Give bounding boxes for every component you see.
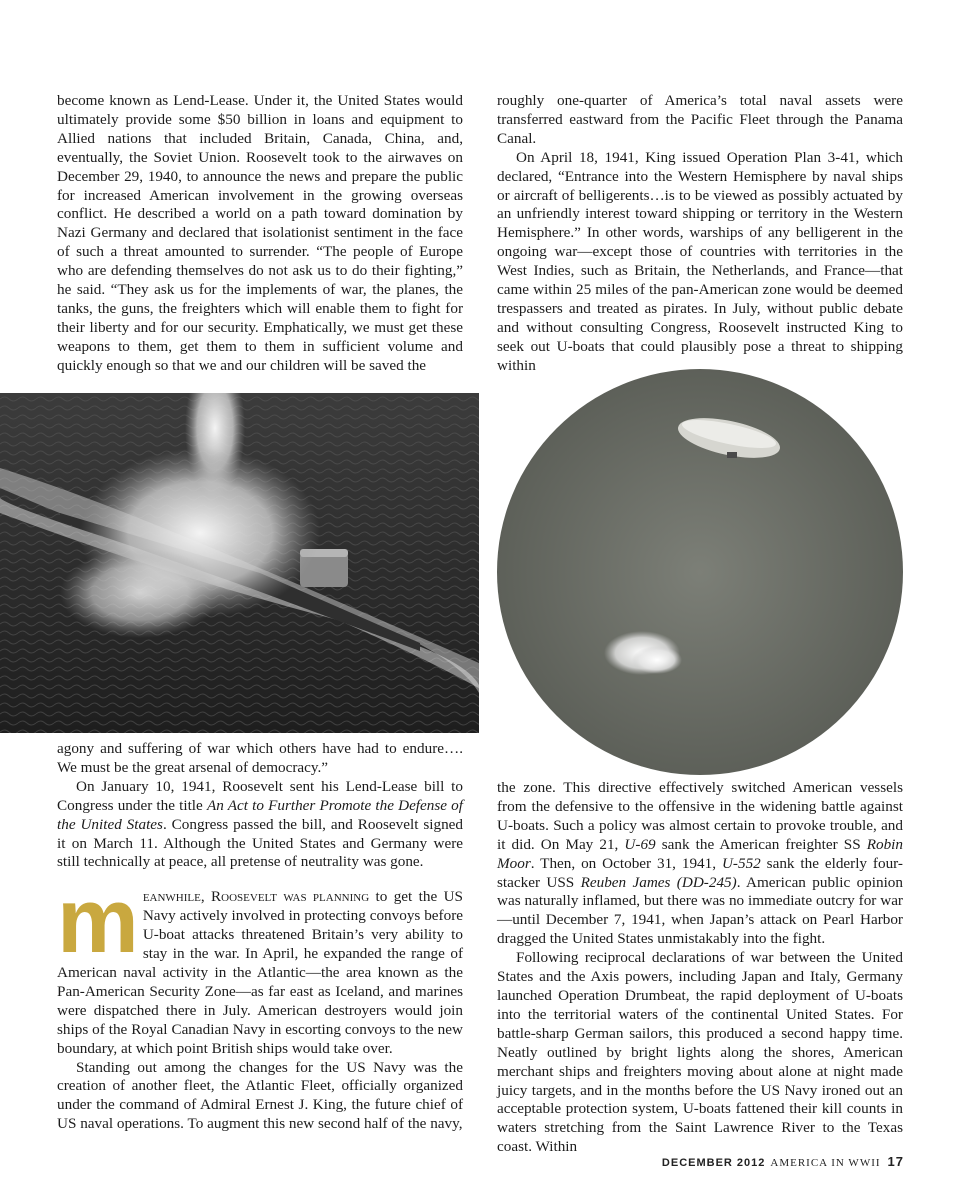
issue-date: DECEMBER 2012 [661,1157,766,1169]
column-1-top [57,92,463,376]
column-1-bottom [57,740,463,1134]
paragraph: agony and suffering of war which others have had to endure…. We must be the great arsenal of democracy.” [57,740,463,776]
column-2-top [497,92,903,376]
text-run: to get the US Navy actively involved in protecting convoys before U-boat attacks threatened Britain’s very ability to stay in the war. In April, he expanded the range of American naval activity in the Atlantic—the area known as the Pan-American Security Zone—as far east as Iceland, and marines were dispatched there in July. American destroyers would join ships of the Royal Canadian Navy in escorting convoys to the new boundary, at which point British ships would take over. [57,888,463,1057]
bill-title: An Act to Further Promote the Defense of the United States [57,796,463,833]
text-run: On January 10, 1941, Roosevelt sent his Lend-Lease bill to Congress under the title [57,777,463,814]
text-run: . American public opinion was naturally inflamed, but there was no immediate outcry for war—until December 7, 1941, when Japan’s attack on Pearl Harbor dragged the United States unmistakably into the fight. [497,873,903,948]
ship-name: Robin Moor [497,835,903,872]
uboat-depth-charge-photo [0,393,479,733]
uboat-photo-image [0,393,479,733]
blimp-photo-image [497,368,903,776]
paragraph: become known as Lend-Lease. Under it, the United States would ultimately provide some $50 billion in loans and equipment to Allied nations that included Britain, Canada, China, and, eventually, the Soviet Union. Roosevelt took to the airwaves on December 29, 1940, to announce the news and prepare the public for increased American involvement in the growing overseas conflict. He described a world on a path toward domination by Nazi Germany and declared that isolationist sentiment in the face of such a threat amounted to surrender. “The people of Europe who are defending themselves do not ask us to do their fighting,” he said. “They ask us for the implements of war, the planes, the tanks, the guns, the freighters which will enable them to fight for their liberty and for our security. Emphatically, we must get these weapons to them, get them to them in sufficient volume and quickly enough so that we and our children will be saved the [57,92,463,374]
page-footer [662,1154,904,1169]
paragraph: roughly one-quarter of America’s total naval assets were transferred eastward from the Pacific Fleet through the Panama Canal. [497,92,903,147]
section-paragraph [57,870,463,1058]
uboat-name: U-69 [624,835,656,853]
drop-cap: m [57,870,137,973]
publication-name: AMERICA IN WWII [770,1157,881,1169]
paragraph: On April 18, 1941, King issued Operation Plan 3-41, which declared, “Entrance into the Western Hemisphere by naval ships or aircraft of belligerents…is to be viewed as possibly actuated by an unfriendly interest toward shipping or territory in the Western Hemisphere.” In other words, warships of any belligerent in the ongoing war—except those of countries with territories in the West Indies, such as Britain, the Netherlands, and France—that came within 25 miles of the pan-American zone would be deemed trespassers and treated as pirates. In July, without public debate and without consulting Congress, Roosevelt instructed King to seek out U-boats that could plausibly pose a threat to shipping within [497,148,903,374]
text-run: the zone. This directive effectively switched American vessels from the defensive to the offensive in the widening battle against U-boats. Such a policy was almost certain to provoke trouble, and it did. On May 21, [497,779,903,853]
blimp-photo [497,368,903,776]
text-run: . Congress passed the bill, and Roosevelt signed it on March 11. Although the United States and Germany were still technically at peace, all pretense of neutrality was gone. [57,815,463,871]
text-run: sank the American freighter SS [655,835,867,853]
lead-in: eanwhile, Roosevelt was planning [142,888,370,906]
uboat-name: U-552 [721,854,761,872]
paragraph [57,778,463,873]
paragraph: Following reciprocal declarations of war between the United States and the Axis powers, including Japan and Italy, Germany launched Operation Drumbeat, the rapid deployment of U-boats into the territorial waters of the continental United States. For battle-sharp German sailors, this produced a second happy time. Neatly outlined by bright lights along the shores, American merchant ships and freighters moving about alone at night made juicy targets, and in the months before the US Navy ironed out an acceptable protection system, U-boats fattened their kill counts in waters stretching from the Saint Lawrence River to the Texas coast. Within [497,949,903,1156]
paragraph: Standing out among the changes for the US Navy was the creation of another fleet, the Atlantic Fleet, officially organized under the command of Admiral Ernest J. King, the future chief of US naval operations. To augment this new second half of the navy, [57,1058,463,1133]
ship-name: Reuben James (DD-245) [580,873,737,891]
page-number: 17 [887,1154,904,1169]
text-run: sank the elderly four-stacker USS [497,854,903,891]
column-2-bottom [497,779,903,1157]
paragraph [497,779,903,949]
text-run: . Then, on October 31, 1941, [530,854,722,872]
